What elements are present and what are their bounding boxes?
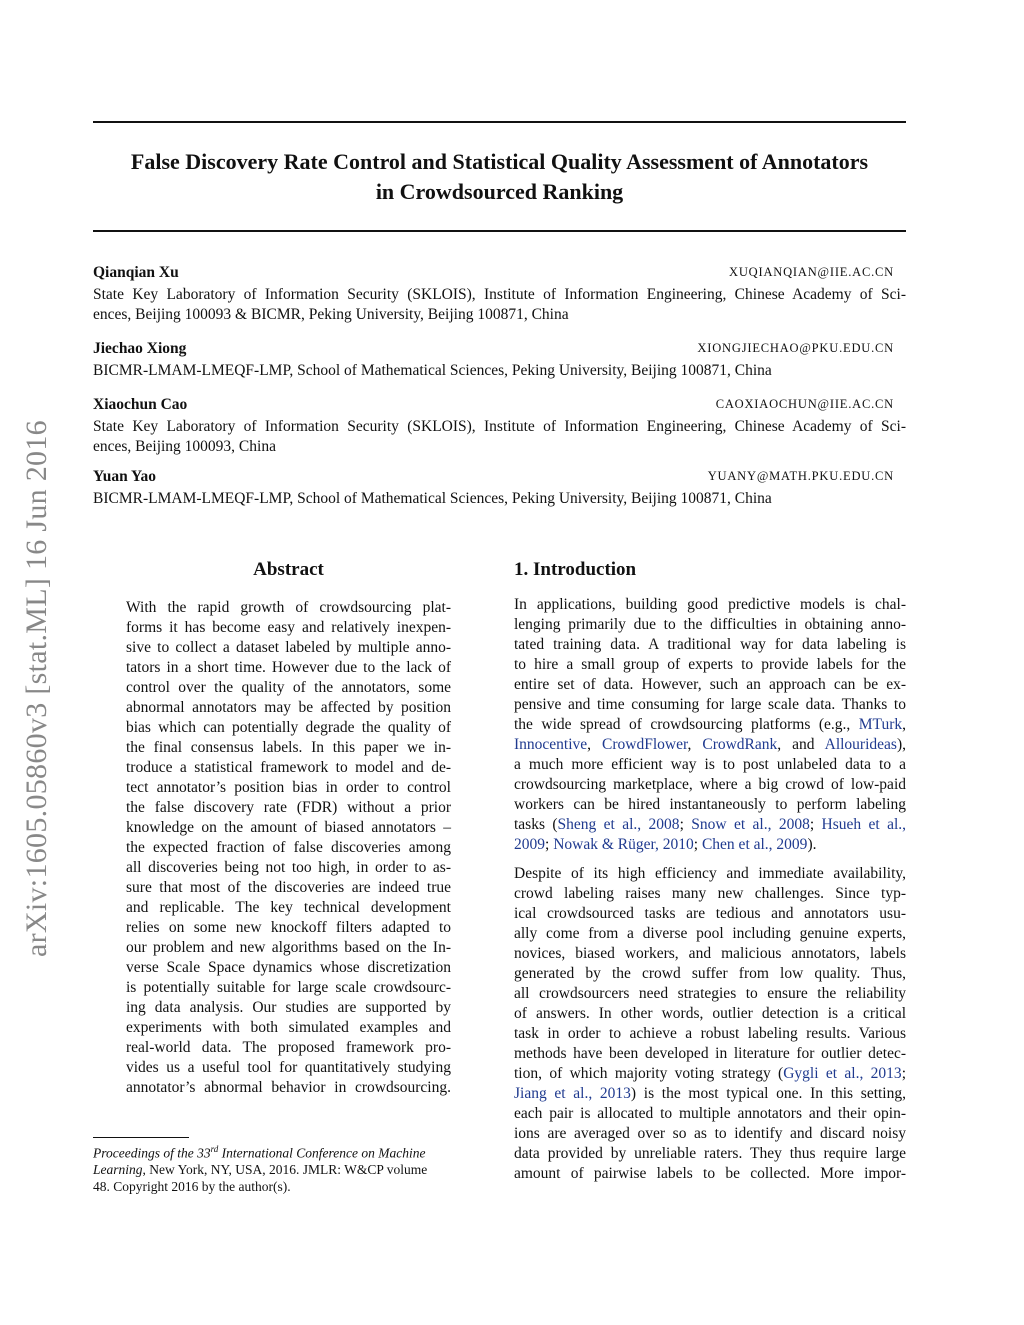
author-name: Xiaochun Cao xyxy=(93,396,188,413)
affiliation-line: ences, Beijing 100093, China xyxy=(93,438,276,455)
author-name: Jiechao Xiong xyxy=(93,340,187,357)
abstract-line: our problem and new algorithms based on the In- xyxy=(126,939,451,956)
intro-line xyxy=(514,815,906,835)
intro-text: ; xyxy=(545,836,554,853)
paper-title xyxy=(93,147,906,207)
intro-line: methods have been developed in literature for outlier detec- xyxy=(514,1045,906,1062)
citation-link[interactable]: Chen et al., 2009 xyxy=(701,836,808,853)
footnote-superscript: rd xyxy=(210,1144,219,1154)
intro-line: ally come from a diverse pool including genuine experts, xyxy=(514,925,906,942)
abstract-line: With the rapid growth of crowdsourcing plat- xyxy=(126,599,451,616)
abstract-line: sive to collect a dataset labeled by multiple anno- xyxy=(126,639,451,656)
abstract-line: the false discovery rate (FDR) without a prior xyxy=(126,799,451,816)
author-email[interactable]: CAOXIAOCHUN@IIE.AC.CN xyxy=(715,397,894,411)
link-mturk[interactable]: MTurk xyxy=(858,716,903,733)
intro-text: ). xyxy=(807,836,817,853)
footnote-text: International Conference on Machine xyxy=(218,1145,426,1161)
intro-line: In applications, building good predictive models is chal- xyxy=(514,596,906,613)
intro-line xyxy=(514,1064,906,1084)
intro-line: tated training data. A traditional way for data labeling is xyxy=(514,636,906,653)
intro-line: generated by the crowd suffer from low quality. Thus, xyxy=(514,965,906,982)
abstract-section xyxy=(126,560,451,1098)
author-affiliation xyxy=(93,361,906,381)
abstract-line: and replicable. The key technical development xyxy=(126,899,451,916)
intro-line: data provided by unreliable raters. They thus require large xyxy=(514,1145,906,1162)
link-crowdrank[interactable]: CrowdRank xyxy=(702,736,778,753)
affiliation-line: ences, Beijing 100093 & BICMR, Peking University, Beijing 100871, China xyxy=(93,306,569,323)
footnote-rule xyxy=(93,1137,189,1138)
arxiv-identifier[interactable]: arXiv:1605.05860v3 [stat.ML] 16 Jun 2016 xyxy=(20,420,53,957)
abstract-text xyxy=(126,598,451,1098)
author-email[interactable]: XUQIANQIAN@IIE.AC.CN xyxy=(729,265,894,279)
footnote-text: Proceedings of the xyxy=(93,1145,198,1161)
citation-link[interactable]: Jiang et al., 2013 xyxy=(514,1085,631,1102)
abstract-line: forms it has become easy and relatively inexpen- xyxy=(126,619,451,636)
intro-line xyxy=(514,835,906,855)
intro-text: ; xyxy=(809,816,822,833)
intro-text: , xyxy=(587,736,603,753)
abstract-line: real-world data. The proposed framework pro- xyxy=(126,1039,451,1056)
intro-line: workers can be hired instantaneously to perform labeling xyxy=(514,796,906,813)
intro-line xyxy=(514,1084,906,1104)
abstract-line: relies on some new knockoff filters adapted to xyxy=(126,919,451,936)
footnote-text: Learning xyxy=(93,1162,143,1177)
citation-link[interactable]: Nowak & Rüger, 2010 xyxy=(553,836,694,853)
intro-text: ) is the most typical one. In this setting, xyxy=(630,1085,906,1102)
intro-line: Despite of its high efficiency and immediate availability, xyxy=(514,865,906,882)
abstract-line: ing data analysis. Our studies are supported by xyxy=(126,999,451,1016)
citation-link[interactable]: Snow et al., 2008 xyxy=(691,816,810,833)
author-affiliation xyxy=(93,417,906,457)
author-list xyxy=(93,264,906,509)
intro-text: ; xyxy=(901,1065,906,1082)
author-name: Yuan Yao xyxy=(93,468,157,485)
abstract-line: troduce a statistical framework to model and de- xyxy=(126,759,451,776)
abstract-line: vides us a useful tool for quantitatively studying xyxy=(126,1059,451,1076)
intro-line: all crowdsourcers need strategies to ensure the reliability xyxy=(514,985,906,1002)
intro-text: , and xyxy=(777,736,825,753)
author-email[interactable]: XIONGJIECHAO@PKU.EDU.CN xyxy=(697,341,894,355)
introduction-paragraph-2 xyxy=(514,864,906,1184)
abstract-line: is potentially suitable for large scale crowdsourc- xyxy=(126,979,451,996)
author-block xyxy=(93,340,906,381)
intro-line xyxy=(514,735,906,755)
affiliation-line: State Key Laboratory of Information Security (SKLOIS), Institute of Information Engineering, Chinese Academy of Sci- xyxy=(93,418,906,435)
author-affiliation xyxy=(93,285,906,325)
intro-text: ), xyxy=(896,736,906,753)
intro-line: amount of pairwise labels to be collected. More impor- xyxy=(514,1165,906,1182)
intro-line: crowd labeling raises many new challenges. Since typ- xyxy=(514,885,906,902)
footnote-text: , New York, NY, USA, 2016. JMLR: W&CP volume xyxy=(142,1162,428,1177)
abstract-line: experiments with both simulated examples and xyxy=(126,1019,451,1036)
intro-line: entire set of data. However, such an approach can be ex- xyxy=(514,676,906,693)
abstract-line: sure that most of the discoveries are indeed true xyxy=(126,879,451,896)
author-block xyxy=(93,468,906,509)
title-line: False Discovery Rate Control and Statistical Quality Assessment of Annotators xyxy=(130,149,869,174)
introduction-heading: 1. Introduction xyxy=(514,559,637,580)
author-name: Qianqian Xu xyxy=(93,264,179,281)
introduction-paragraph-1 xyxy=(514,595,906,855)
abstract-line: abnormal annotators may be affected by position xyxy=(126,699,451,716)
footnote-line: 48. Copyright 2016 by the author(s). xyxy=(93,1178,291,1194)
affiliation-line: BICMR-LMAM-LMEQF-LMP, School of Mathematical Sciences, Peking University, Beijing 100871, China xyxy=(93,490,772,507)
citation-link[interactable]: Sheng et al., 2008 xyxy=(557,816,680,833)
intro-text: ; xyxy=(693,836,702,853)
title-line: in Crowdsourced Ranking xyxy=(375,179,624,204)
intro-line: to hire a small group of experts to provide labels for the xyxy=(514,656,906,673)
intro-text: , xyxy=(687,736,703,753)
link-innocentive[interactable]: Innocentive xyxy=(514,736,588,753)
intro-line: ions are averaged over so as to identify and discard noisy xyxy=(514,1125,906,1142)
footnote-line xyxy=(93,1141,488,1162)
affiliation-line: BICMR-LMAM-LMEQF-LMP, School of Mathematical Sciences, Peking University, Beijing 100871, China xyxy=(93,362,772,379)
intro-text: the wide spread of crowdsourcing platforms (e.g., xyxy=(514,716,859,733)
intro-text: , xyxy=(902,716,906,733)
citation-link[interactable]: 2009 xyxy=(514,836,545,853)
footnote xyxy=(93,1141,488,1195)
link-crowdflower[interactable]: CrowdFlower xyxy=(602,736,688,753)
abstract-line: control over the quality of the annotators, some xyxy=(126,679,451,696)
title-rule-top xyxy=(93,121,906,123)
intro-line: novices, biased workers, and malicious annotators, labels xyxy=(514,945,906,962)
intro-line xyxy=(514,715,906,735)
abstract-heading: Abstract xyxy=(253,559,324,580)
intro-line: a much more efficient way is to post unlabeled data to a xyxy=(514,756,906,773)
intro-text: tasks ( xyxy=(514,816,558,833)
author-block xyxy=(93,396,906,457)
abstract-line: knowledge on the amount of biased annotators – xyxy=(126,819,451,836)
intro-text: ; xyxy=(679,816,692,833)
abstract-line: all discoveries being not too high, in order to as- xyxy=(126,859,451,876)
abstract-line: verse Scale Space dynamics whose discretization xyxy=(126,959,451,976)
footnote-line xyxy=(93,1162,488,1179)
intro-line: lenging primarily due to the difficulties in obtaining anno- xyxy=(514,616,906,633)
citation-link[interactable]: Hsueh et al., xyxy=(821,816,906,833)
citation-link[interactable]: Gygli et al., 2013 xyxy=(783,1065,902,1082)
intro-line: crowdsourcing marketplace, where a big crowd of low-paid xyxy=(514,776,906,793)
abstract-line: the expected fraction of false discoveries among xyxy=(126,839,451,856)
affiliation-line: State Key Laboratory of Information Security (SKLOIS), Institute of Information Engineering, Chinese Academy of Sci- xyxy=(93,286,906,303)
intro-line: task in order to achieve a robust labeling results. Various xyxy=(514,1025,906,1042)
intro-text: tion, of which majority voting strategy ( xyxy=(514,1065,784,1082)
intro-line: of answers. In other words, outlier detection is a critical xyxy=(514,1005,906,1022)
author-block xyxy=(93,264,906,325)
introduction-section xyxy=(514,560,906,1184)
abstract-line: the final consensus labels. In this paper we in- xyxy=(126,739,451,756)
abstract-line: tect annotator’s position bias in order to control xyxy=(126,779,451,796)
abstract-line: bias which can potentially degrade the quality of xyxy=(126,719,451,736)
abstract-line: tators in a short time. However due to the lack of xyxy=(126,659,451,676)
intro-line: ical crowdsourced tasks are tedious and annotators usu- xyxy=(514,905,906,922)
abstract-line: annotator’s abnormal behavior in crowdsourcing. xyxy=(126,1079,451,1096)
footnote-number: 33 xyxy=(197,1145,211,1161)
link-allourideas[interactable]: Allourideas xyxy=(824,736,897,753)
intro-line: each pair is allocated to multiple annotators and their opin- xyxy=(514,1105,906,1122)
author-affiliation xyxy=(93,489,906,509)
title-rule-bottom xyxy=(93,230,906,232)
intro-line: pensive and time consuming for large scale data. Thanks to xyxy=(514,696,906,713)
author-email[interactable]: YUANY@MATH.PKU.EDU.CN xyxy=(707,469,894,483)
